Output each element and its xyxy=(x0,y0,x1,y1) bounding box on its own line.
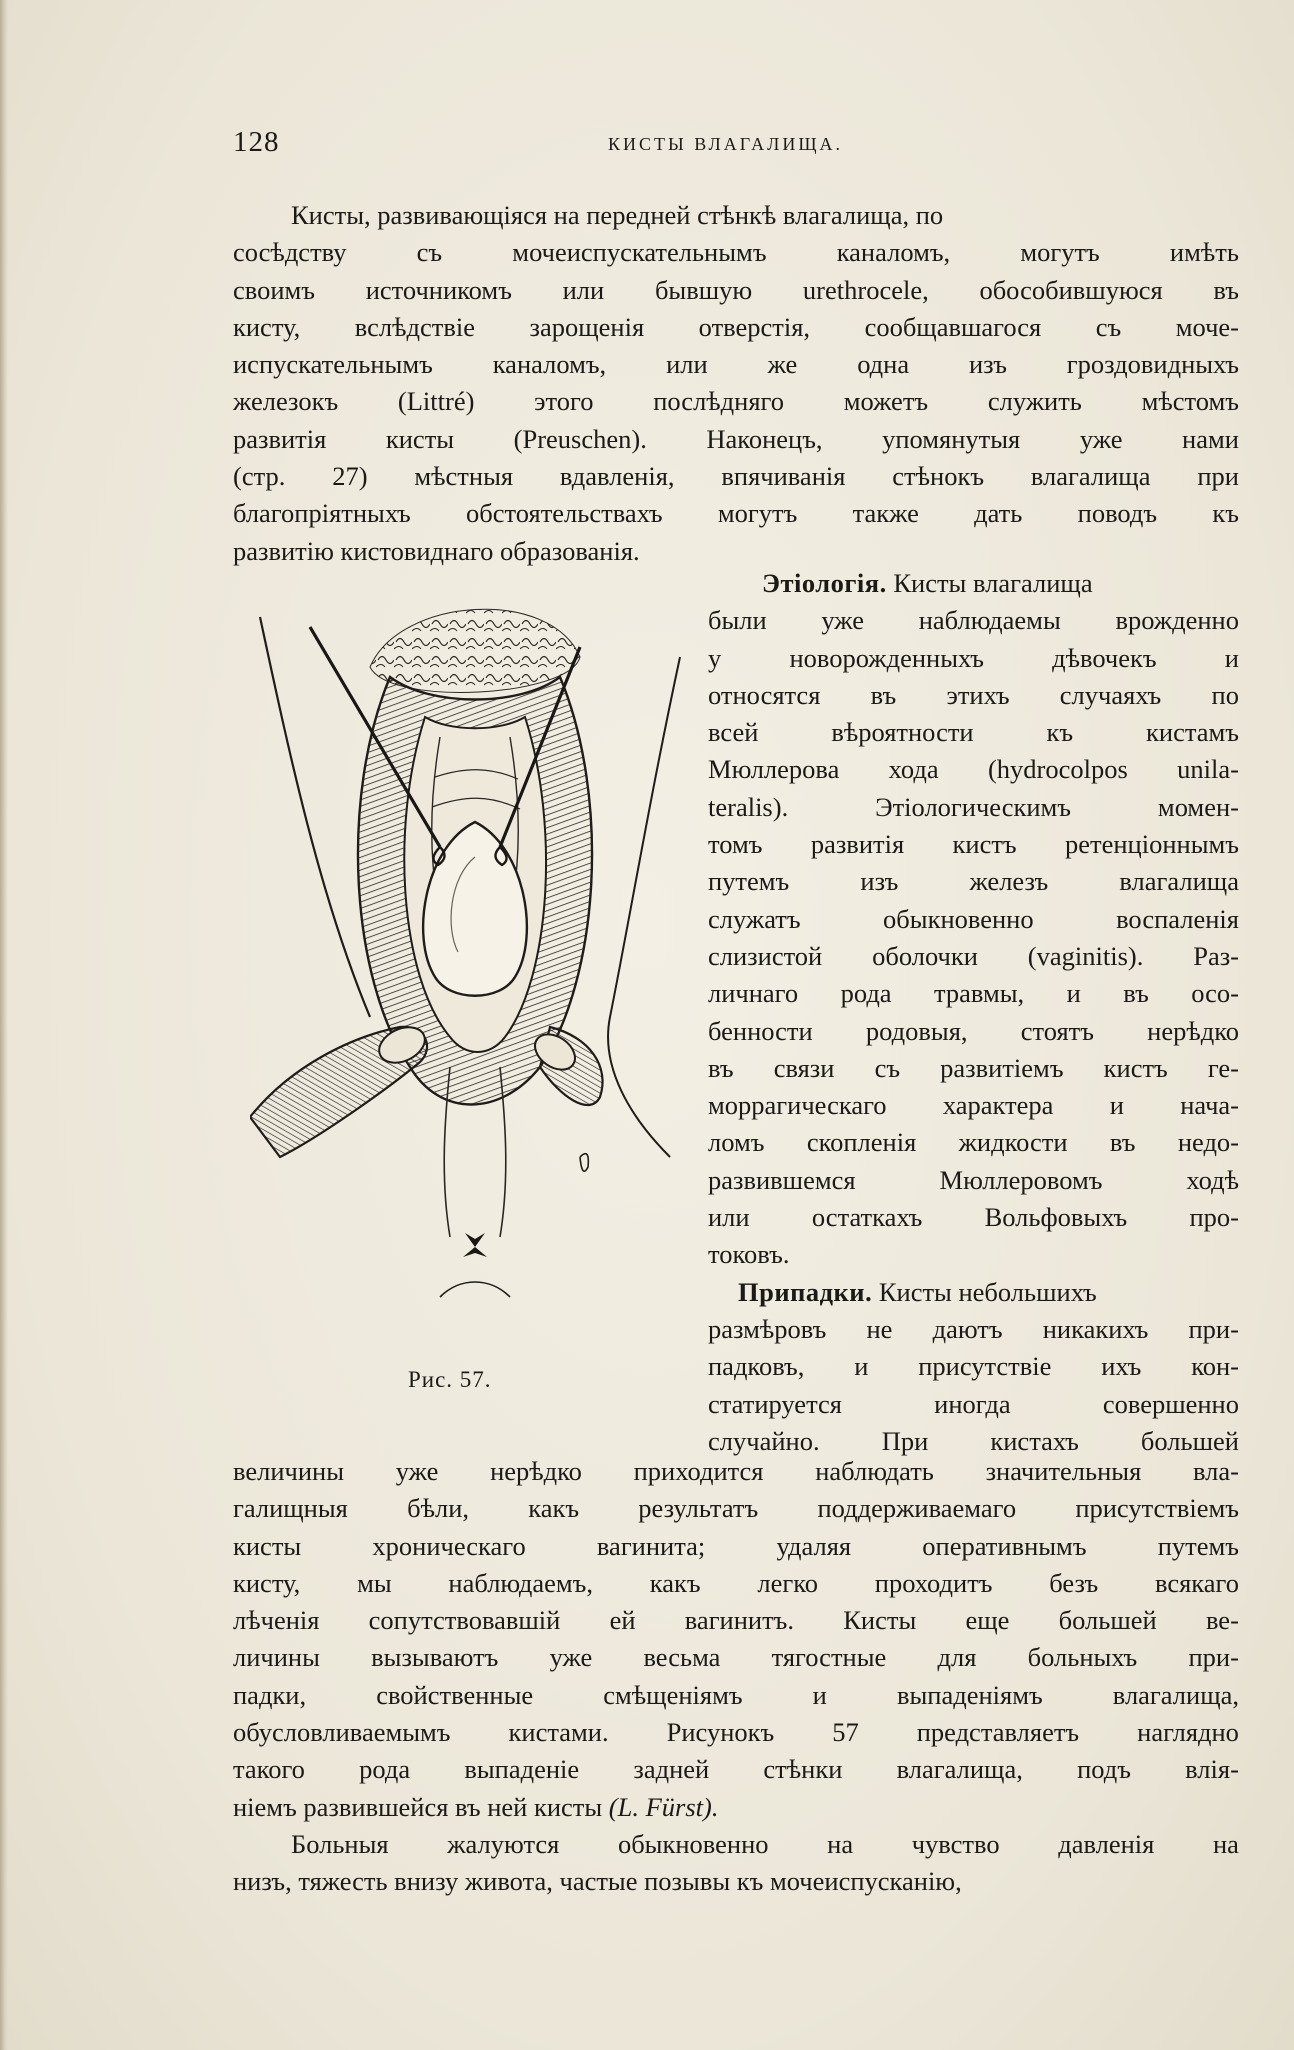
text-line: лѣченія сопутствовавшій ей вагинитъ. Кисты еще большей ве- xyxy=(233,1605,1239,1636)
page-header xyxy=(233,126,1239,166)
text-line: ніемъ развившейся въ ней кисты (L. Fürst). xyxy=(233,1791,719,1822)
text-line: статируется иногда совершенно xyxy=(708,1388,1239,1419)
text-line: личины вызываютъ уже весьма тягостные для больныхъ при- xyxy=(233,1642,1239,1673)
text-line: такого рода выпаденіе задней стѣнки влагалища, подъ влія- xyxy=(233,1754,1239,1785)
text-line: развитія кисты (Preuschen). Наконецъ, упомянутыя уже нами xyxy=(233,423,1239,454)
running-head: КИСТЫ ВЛАГАЛИЩА. xyxy=(608,134,844,154)
text-line: путемъ изъ железъ влагалища xyxy=(708,866,1239,897)
text-line: Этіологія. Кисты влагалища xyxy=(762,568,1093,598)
text-line: сосѣдству съ мочеиспускательнымъ каналомъ, могутъ имѣть xyxy=(233,237,1239,268)
text-line: всей вѣроятности къ кистамъ xyxy=(708,717,1239,748)
text-line: токовъ. xyxy=(708,1239,790,1270)
text-line: у новорожденныхъ дѣвочекъ и xyxy=(708,642,1239,673)
text-line: служатъ обыкновенно воспаленія xyxy=(708,903,1239,934)
text-line: teralis). Этіологическимъ момен- xyxy=(708,791,1239,822)
text-line: развитію кистовиднаго образованія. xyxy=(233,535,640,566)
text-line: падковъ, и присутствіе ихъ кон- xyxy=(708,1351,1239,1382)
figure-caption: Рис. 57. xyxy=(408,1367,492,1392)
citation-fuerst: (L. Fürst). xyxy=(608,1791,719,1822)
text-line: томъ развитія кистъ ретенціоннымъ xyxy=(708,829,1239,860)
paragraph-etiology xyxy=(708,565,1239,1460)
text-line: падки, свойственные смѣщеніямъ и выпаденіямъ влагалища, xyxy=(233,1679,1239,1710)
text-line: относятся въ этихъ случаяхъ по xyxy=(708,679,1239,710)
paragraph-urethral-cysts xyxy=(233,197,1239,570)
text-line: были уже наблюдаемы врожденно xyxy=(708,605,1239,636)
figure-57 xyxy=(250,597,695,1392)
text-line: обусловливаемымъ кистами. Рисунокъ 57 представляетъ наглядно xyxy=(233,1717,1239,1748)
text-line: Припадки. Кисты небольшихъ xyxy=(738,1276,1097,1307)
text-line: величины уже нерѣдко приходится наблюдать значительныя вла- xyxy=(233,1456,1239,1486)
text-line: развившемся Мюллеровомъ ходѣ xyxy=(708,1164,1239,1195)
text-line: кисты хроническаго вагинита; удаляя оперативнымъ путемъ xyxy=(233,1530,1239,1561)
text-line: низъ, тяжесть внизу живота, частые позывы къ мочеиспусканію, xyxy=(233,1866,962,1897)
text-line: или остаткахъ Вольфовыхъ про- xyxy=(708,1202,1239,1233)
section-heading-etiology: Этіологія. xyxy=(762,568,887,598)
text-line: галищныя бѣли, какъ результатъ поддерживаемаго присутствіемъ xyxy=(233,1493,1239,1524)
text-line: Мюллерова хода (hydrocolpos unila- xyxy=(708,754,1239,785)
text-line: железокъ (Littré) этого послѣдняго можетъ служить мѣстомъ xyxy=(233,386,1239,417)
text-line: слизистой оболочки (vaginitis). Раз- xyxy=(708,940,1239,971)
text-line: бенности родовыя, стоятъ нерѣдко xyxy=(708,1015,1239,1046)
text-line: случайно. При кистахъ большей xyxy=(708,1425,1239,1456)
text-line: кисту, мы наблюдаемъ, какъ легко проходитъ безъ всякаго xyxy=(233,1567,1239,1598)
paragraph-symptoms xyxy=(233,1453,1239,1901)
text-line: своимъ источникомъ или бывшую urethrocele, обособившуюся въ xyxy=(233,274,1239,305)
text-line: размѣровъ не даютъ никакихъ при- xyxy=(708,1313,1239,1344)
text-line: благопріятныхъ обстоятельствахъ могутъ также дать поводъ къ xyxy=(233,498,1239,529)
page-number: 128 xyxy=(233,126,280,158)
page-edge xyxy=(0,0,8,2050)
text-line: испускательнымъ каналомъ, или же одна изъ гроздовидныхъ xyxy=(233,349,1239,380)
text-line: моррагическаго характера и нача- xyxy=(708,1090,1239,1121)
anatomical-illustration xyxy=(250,597,695,1317)
text-line: въ связи съ развитіемъ кистъ ге- xyxy=(708,1052,1239,1083)
text-line: (стр. 27) мѣстныя вдавленія, впячиванія стѣнокъ влагалища при xyxy=(233,461,1239,492)
text-line: Больныя жалуются обыкновенно на чувство давленія на xyxy=(291,1828,1239,1859)
text-line: Кисты, развивающіяся на передней стѣнкѣ влагалища, по xyxy=(291,200,944,230)
text-line: личнаго рода травмы, и въ осо- xyxy=(708,978,1239,1009)
text-line: ломъ скопленія жидкости въ недо- xyxy=(708,1127,1239,1158)
text-line: кисту, вслѣдствіе зарощенія отверстія, сообщавшагося съ моче- xyxy=(233,311,1239,342)
section-heading-symptoms: Припадки. xyxy=(738,1276,873,1307)
